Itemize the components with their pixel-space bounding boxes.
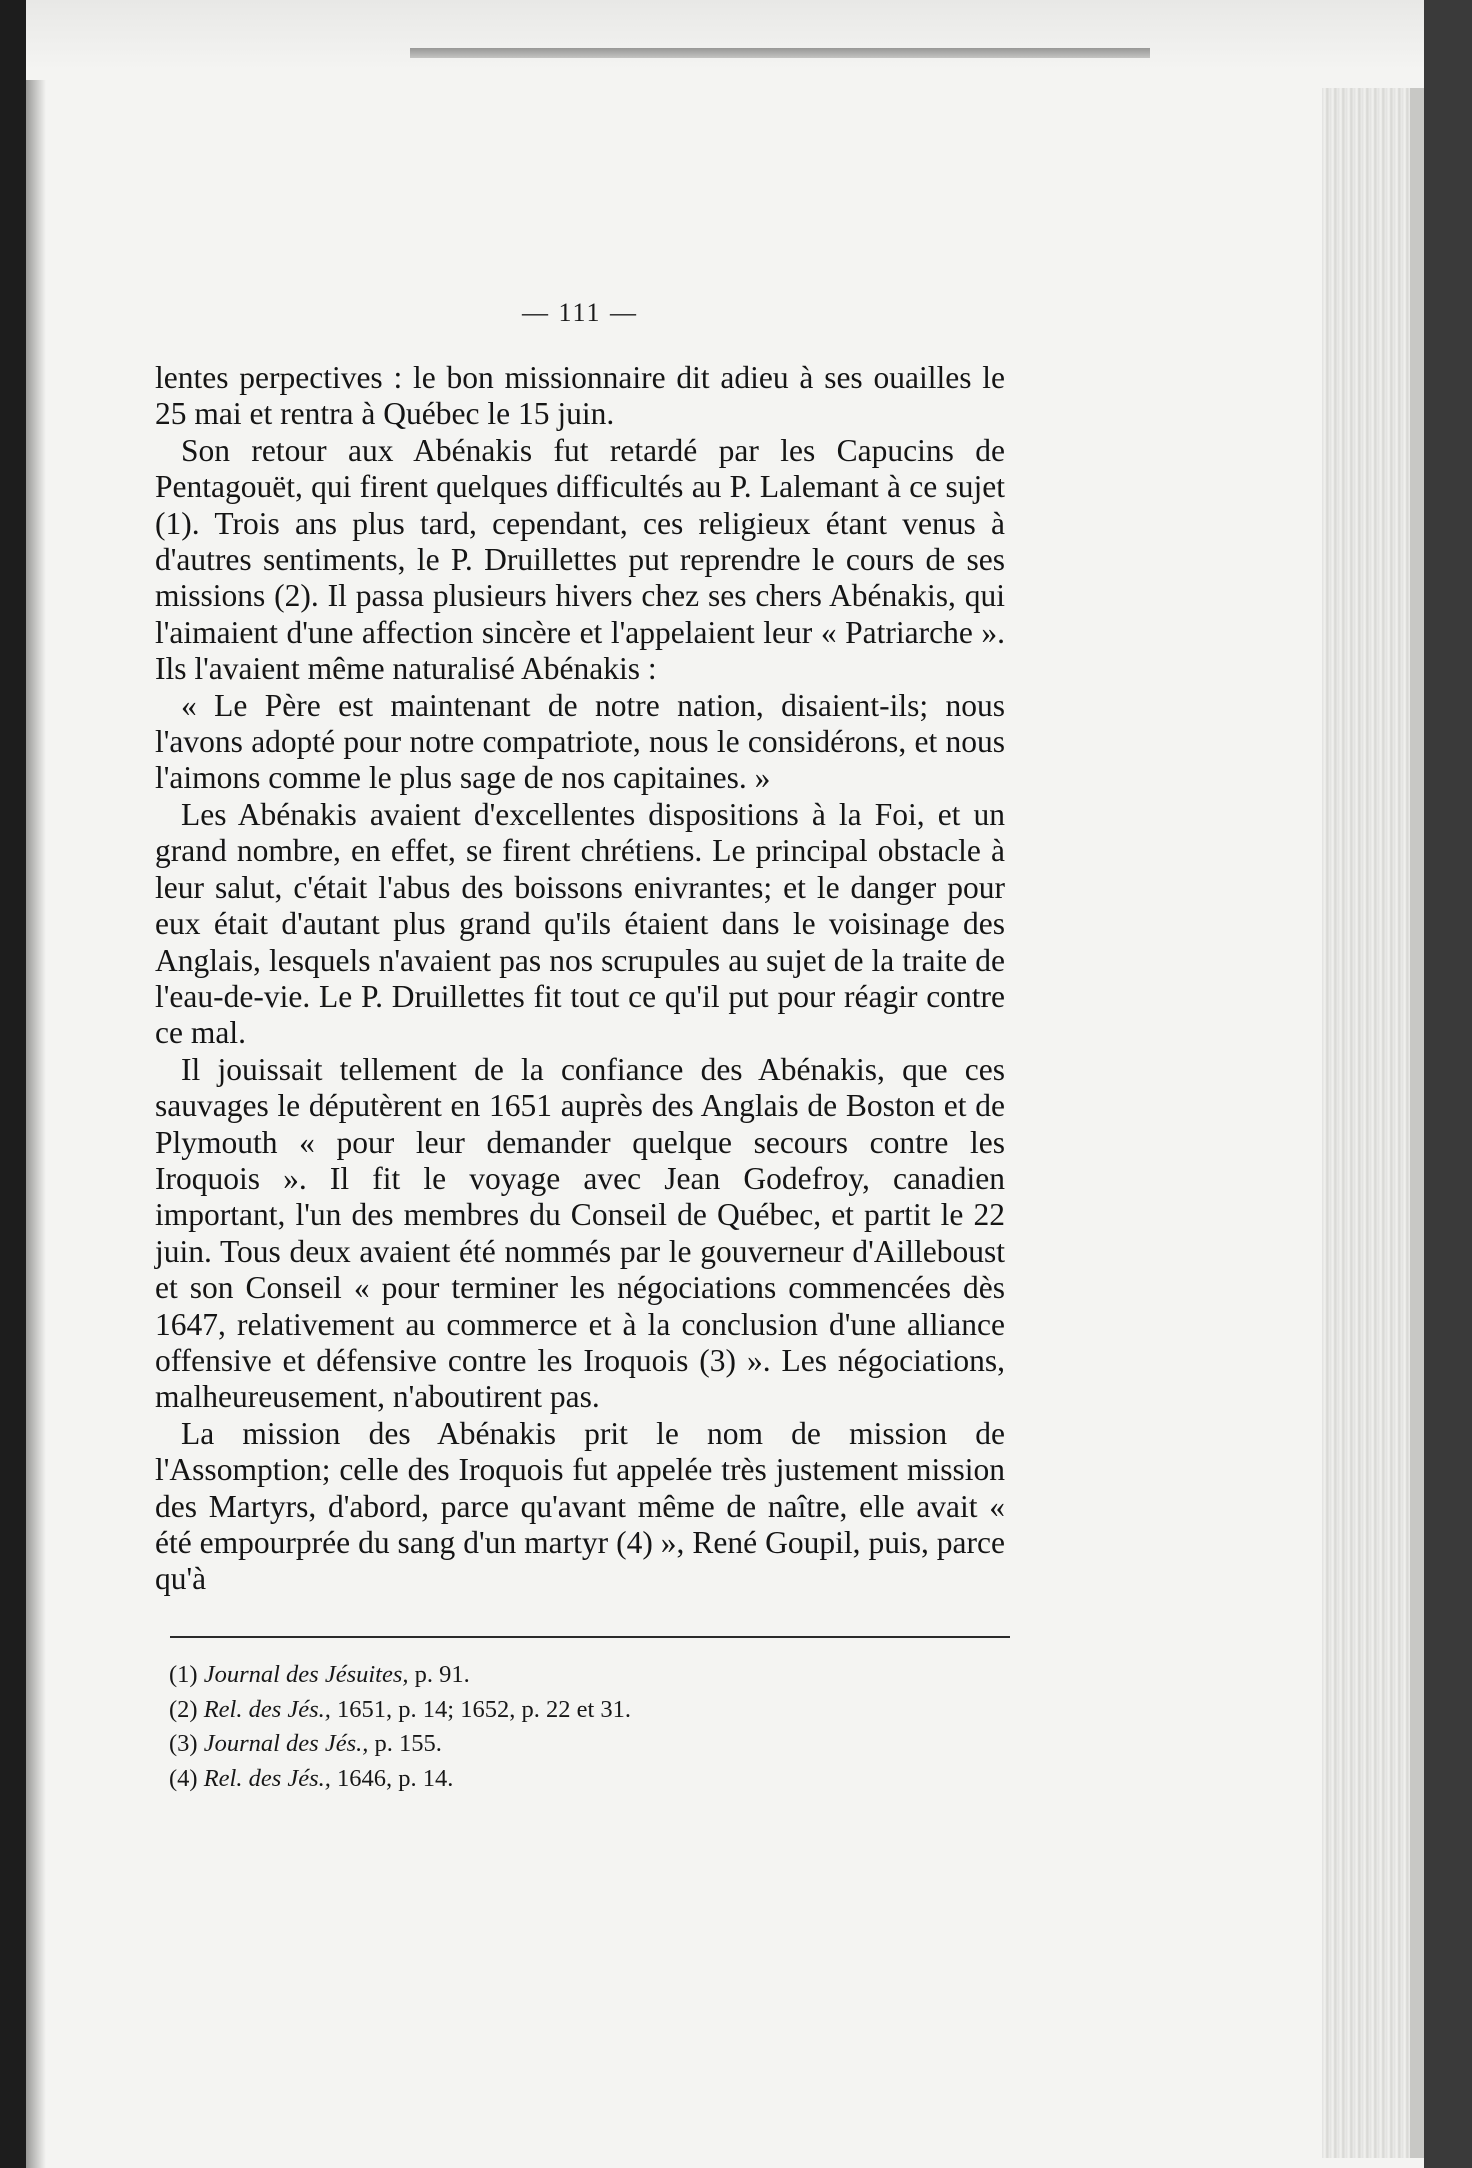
paragraph-4: Les Abénakis avaient d'excellentes dispositions à la Foi, et un grand nombre, en effet, se firent chrétiens. Le principal obstacle à leur salut, c'était l'abus des boissons enivrantes; et le danger pour eux était d'autant plus grand qu'ils étaient dans le voisinage des Anglais, lesquels n'avaient pas nos scrupules au sujet de la traite de l'eau-de-vie. Le P. Druillettes fit tout ce qu'il put pour réagir contre ce mal. xyxy=(155,796,1005,1051)
footnote-4 xyxy=(169,1762,969,1797)
page-stack-edges xyxy=(1322,88,1418,2158)
footnote-reference: 1646, p. 14. xyxy=(330,1764,454,1792)
paragraph-6: La mission des Abénakis prit le nom de mission de l'Assomption; celle des Iroquois fut appelée très justement mission des Martyrs, d'abord, parce qu'avant même de naître, elle avait « été empourprée du sang d'un martyr (4) », René Goupil, puis, parce qu'à xyxy=(155,1415,1005,1597)
footnote-3 xyxy=(169,1727,969,1762)
footnote-source: Rel. des Jés., xyxy=(203,1764,331,1792)
footnotes xyxy=(169,1658,969,1796)
footnote-2 xyxy=(169,1693,969,1728)
scan-left-border xyxy=(0,0,26,2168)
footnote-number: (3) xyxy=(169,1730,198,1758)
paragraph-1: lentes perpectives : le bon missionnaire dit adieu à ses ouailles le 25 mai et rentra à Québec le 15 juin. xyxy=(155,360,1005,432)
scan-gutter-shadow xyxy=(26,80,46,2168)
footnote-source: Journal des Jésuites, xyxy=(203,1661,409,1688)
page-number: — 111 — xyxy=(521,298,639,327)
scan-right-border xyxy=(1424,0,1472,2168)
footnote-source: Rel. des Jés., xyxy=(203,1695,331,1723)
paragraph-5: Il jouissait tellement de la confiance des Abénakis, que ces sauvages le députèrent en 1651 auprès des Anglais de Boston et de Plymouth « pour leur demander quelque secours contre les Iroquois ». Il fit le voyage avec Jean Godefroy, canadien important, l'un des membres du Conseil de Québec, et partit le 22 juin. Tous deux avaient été nommés par le gouverneur d'Ailleboust et son Conseil « pour terminer les négociations commencées dès 1647, relativement au commerce et à la conclusion d'une alliance offensive et défensive contre les Iroquois (3) ». Les négociations, malheureusement, n'aboutirent pas. xyxy=(155,1051,1005,1415)
page-stack-outer-edge xyxy=(1410,88,1424,2158)
body-text xyxy=(155,360,1005,1598)
footnote-divider xyxy=(170,1636,1010,1638)
footnote-reference: p. 155. xyxy=(368,1730,442,1758)
footnote-1 xyxy=(169,1658,969,1693)
footnote-source: Journal des Jés., xyxy=(203,1730,369,1758)
footnote-number: (1) xyxy=(169,1661,198,1688)
paragraph-2: Son retour aux Abénakis fut retardé par les Capucins de Pentagouët, qui firent quelques difficultés au P. Lalemant à ce sujet (1). Trois ans plus tard, cependant, ces religieux étant venus à d'autres sentiments, le P. Druillettes put reprendre le cours de ses missions (2). Il passa plusieurs hivers chez ses chers Abénakis, qui l'aimaient d'une affection sincère et l'appelaient leur « Patriarche ». Ils l'avaient même naturalisé Abénakis : xyxy=(155,432,1005,687)
footnote-reference: p. 91. xyxy=(408,1661,470,1688)
scan-top-margin xyxy=(0,0,1472,70)
paragraph-3: « Le Père est maintenant de notre nation, disaient-ils; nous l'avons adopté pour notre compatriote, nous le considérons, et nous l'aimons comme le plus sage de nos capitaines. » xyxy=(155,687,1005,796)
footnote-reference: 1651, p. 14; 1652, p. 22 et 31. xyxy=(330,1695,632,1723)
scan-top-shadow xyxy=(410,48,1150,58)
footnote-number: (4) xyxy=(169,1764,198,1792)
footnote-number: (2) xyxy=(169,1695,198,1723)
